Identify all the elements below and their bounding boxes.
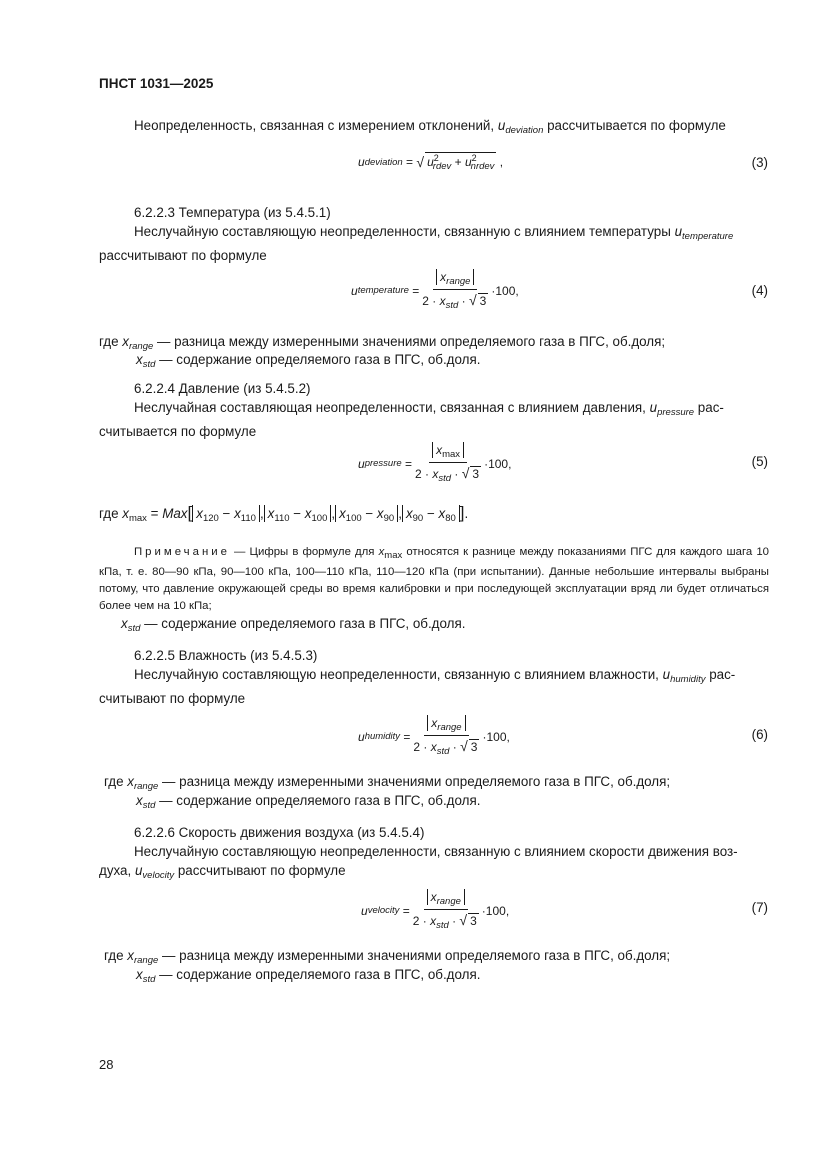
where-range-1: где $x_{range}$ — разница между измеренными значениями определяемого газа в ПГС, об.доля; <box>99 334 666 352</box>
temperature-title: 6.2.2.3 Температура (из 5.4.5.1) <box>134 205 331 220</box>
pressure-paragraph: Неслучайная составляющая неопределенности, связанная с влиянием давления, $u_{pressure}$ рас- считывается по формуле <box>99 400 724 439</box>
note: Примечание — Цифры в формуле для $x_{max}$ относятся к разнице между показаниями ПГС для каждого шага 10 кПа, т. е. 80—90 кПа, 90—100 кПа, 100—110 кПа, 110—120 кПа (при испытании). Данные небольшие интервалы выбраны потому, что давление окружающей среды во время калибровки и при последующей эксплуатации вряд ли будет отличаться более чем на 10 кПа; <box>99 546 769 612</box>
formula-7: u velocity = $\frac{x_{range}}{2 \cdot x_{std} \cdot √ 3}$ ·100, <box>361 890 510 931</box>
formula-4: u temperature = $\frac{x_{range}}{2 \cdot x_{std} \cdot √ 3}$ ·100, <box>351 270 519 311</box>
formula-5: u pressure = $\frac{x_{max}}{2 \cdot x_{std} \cdot √ 3}$ ·100, <box>358 443 512 484</box>
velocity-title: 6.2.2.6 Скорость движения воздуха (из 5.4.5.4) <box>134 825 425 840</box>
where-std-3: $x_{std}$ — содержание определяемого газа в ПГС, об.доля. <box>136 793 481 811</box>
where-range-3: где $x_{range}$ — разница между измеренными значениями определяемого газа в ПГС, об.доля; <box>104 774 671 792</box>
document-code: ПНСТ 1031—2025 <box>99 76 214 91</box>
deviation-paragraph: Неопределенность, связанная с измерением отклонений, $u_{deviation}$ рассчитывается по формуле <box>134 118 726 136</box>
formula-6-number: (6) <box>751 727 768 742</box>
where-std-4: $x_{std}$ — содержание определяемого газа в ПГС, об.доля. <box>136 967 481 985</box>
temperature-paragraph: Неслучайную составляющую неопределенности, связанную с влиянием температуры $u_{temperature}$ рассчитывают по формуле <box>99 224 734 263</box>
formula-6: u humidity = $\frac{x_{range}}{2 \cdot x_{std} \cdot √ 3}$ ·100, <box>358 716 510 757</box>
formula-3-number: (3) <box>751 155 768 170</box>
humidity-title: 6.2.2.5 Влажность (из 5.4.5.3) <box>134 648 318 663</box>
velocity-paragraph: Неслучайную составляющую неопределенности, связанную с влиянием скорости движения воз- духа, $u_{velocity}$ рассчитывают по формуле <box>99 844 738 881</box>
formula-3: u deviation = √ $u^2_{rdev} + u^2_{nrdev}$ , <box>358 153 504 172</box>
page-number: 28 <box>99 1057 114 1072</box>
formula-5-number: (5) <box>751 454 768 469</box>
where-std-1: $x_{std}$ — содержание определяемого газа в ПГС, об.доля. <box>136 352 481 370</box>
max-definition: где $x_{max} = Max$[ $x_{120} - x_{110}$ , $x_{110} - x_{100}$ , $x_{100} - x_{90}$ , $x_{90} - x_{80}$ ]. <box>99 503 469 524</box>
formula-4-number: (4) <box>751 283 768 298</box>
pressure-title: 6.2.2.4 Давление (из 5.4.5.2) <box>134 381 311 396</box>
formula-7-number: (7) <box>751 900 768 915</box>
where-std-2: $x_{std}$ — содержание определяемого газа в ПГС, об.доля. <box>121 616 466 634</box>
where-range-4: где $x_{range}$ — разница между измеренными значениями определяемого газа в ПГС, об.доля; <box>104 948 671 966</box>
humidity-paragraph: Неслучайную составляющую неопределенности, связанную с влиянием влажности, $u_{humidity}$ рас- считывают по формуле <box>99 667 736 706</box>
